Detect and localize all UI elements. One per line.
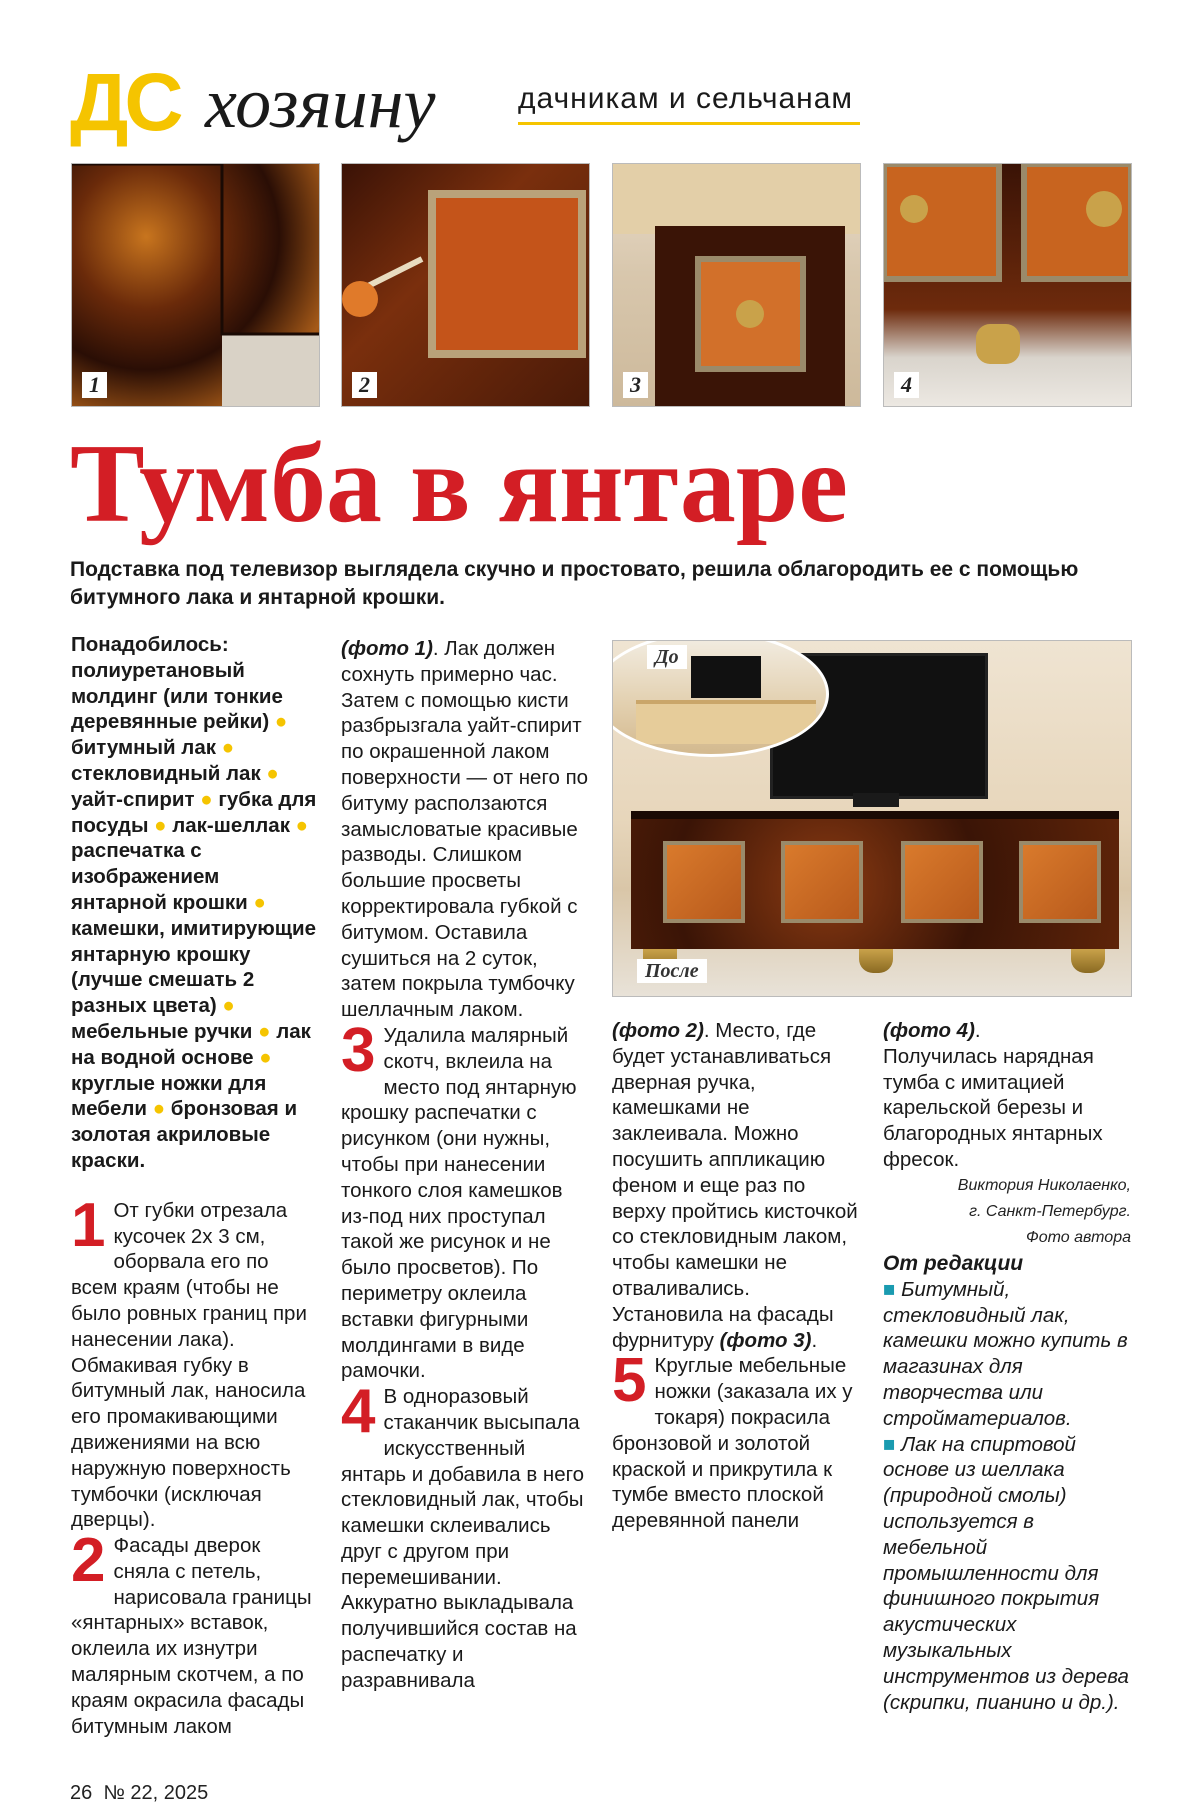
step-text: В одноразовый стаканчик высыпала искусственный янтарь и добавила в него стекловидный лак, чтобы камешки склеивались друг с другом при перемешивании. Аккуратно выкладывала получившийся состав на распечатку и разравнивала bbox=[341, 1385, 585, 1692]
photo-2-number: 2 bbox=[352, 372, 377, 398]
article-title: Тумба в янтаре bbox=[70, 422, 848, 546]
step-2-continued bbox=[341, 636, 589, 1023]
photo-3 bbox=[612, 163, 861, 407]
old-tv-image bbox=[691, 656, 761, 698]
page-number: 26 bbox=[70, 1782, 93, 1804]
material-item: камешки, имитирующие янтарную крошку (лучше смешать 2 разных цвета) bbox=[71, 916, 317, 1018]
photo-2 bbox=[341, 163, 590, 407]
cabinet-panel bbox=[901, 841, 983, 923]
step-text: От губки отрезала кусочек 2х 3 см, оборвала его по всем краям (чтобы не было ровных границ при нанесении лака). Обмакивая губку в битумный лак, наносила его промакивающими движениями на всю наружную поверхность тумбочки (исключая дверцы). bbox=[71, 1198, 307, 1532]
column-1 bbox=[71, 632, 319, 1739]
bullet-icon: ● bbox=[152, 1097, 166, 1121]
bullet-icon: ● bbox=[221, 736, 235, 760]
material-item: круглые ножки для мебели bbox=[71, 1071, 267, 1121]
step-text: . bbox=[974, 1019, 981, 1042]
bullet-icon: ● bbox=[222, 994, 235, 1018]
bullet-icon: ● bbox=[200, 787, 213, 811]
step-text: Удалила малярный скотч, вклеила на место под янтарную крошку распечатки с рисунком (они нужны, чтобы при нанесении тонкого слоя камешков из-под них проступал такой же рисунок и не было просветов). По периметру оклеила вставки фигурными молдингами в виде рамочки. bbox=[341, 1023, 577, 1383]
photo-ref: (фото 4) bbox=[883, 1019, 975, 1042]
material-item: распечатка с изображением янтарной крошки bbox=[71, 839, 248, 914]
step-5 bbox=[612, 1346, 860, 1534]
bullet-icon: ● bbox=[259, 1045, 272, 1069]
editorial-note-1 bbox=[883, 1277, 1131, 1432]
rubric-title: хозяину bbox=[205, 63, 436, 143]
step-4 bbox=[341, 1377, 589, 1694]
step-1 bbox=[71, 1190, 319, 1533]
label-after: После bbox=[637, 959, 707, 983]
tv-stand-image bbox=[853, 793, 899, 807]
bullet-icon: ● bbox=[266, 761, 279, 785]
cabinet-panel bbox=[663, 841, 745, 923]
cabinet-leg bbox=[859, 949, 893, 973]
signature-city: г. Санкт-Петербург. bbox=[969, 1202, 1131, 1220]
bullet-icon: ● bbox=[295, 813, 309, 837]
step-2 bbox=[71, 1526, 319, 1739]
step-text: Круглые мебельные ножки (заказала их у токаря) покрасила бронзовой и золотой краской и прикрутила к тумбе вместо плоской деревянной панели bbox=[612, 1354, 853, 1533]
step-4-continued bbox=[612, 1018, 860, 1353]
material-item: лак-шеллак bbox=[172, 813, 290, 837]
step-number: 4 bbox=[341, 1377, 376, 1447]
material-item: мебельные ручки bbox=[71, 1019, 253, 1043]
signature-author: Виктория Николаенко, bbox=[957, 1176, 1131, 1194]
photo-ref: (фото 1) bbox=[341, 637, 433, 660]
material-item: битумный лак bbox=[71, 736, 216, 760]
editorial-text: Лак на спиртовой основе из шеллака (природной смолы) используется в мебельной промышленности для финишного покрытия акустических музыкальных инструментов из дерева (скрипки, пианино и др.). bbox=[883, 1432, 1129, 1714]
rubric-underline bbox=[518, 122, 860, 125]
photo-3-image bbox=[613, 164, 860, 406]
photo-ref: (фото 3) bbox=[719, 1328, 812, 1352]
photo-2-image bbox=[342, 164, 589, 406]
page-footer bbox=[70, 1781, 208, 1805]
photo-1 bbox=[71, 163, 320, 407]
conclusion: Получилась нарядная тумба с имитацией карельской березы и благородных янтарных фресок. bbox=[883, 1044, 1103, 1171]
step-text: . Место, где будет устанавливаться дверная ручка, камешками не заклеивала. Можно посушить аппликацию феном и еще раз по верху пройтись кисточкой со стекловидным лаком, чтобы камешки не отваливались. Установила на фасады фурнитуру bbox=[612, 1019, 858, 1352]
magazine-logo: ДС bbox=[70, 57, 180, 148]
step-number: 5 bbox=[612, 1346, 647, 1416]
step-text: . bbox=[811, 1328, 818, 1352]
square-bullet-icon: ■ bbox=[883, 1432, 896, 1456]
material-item: лак на водной основе bbox=[71, 1019, 311, 1069]
step-number: 1 bbox=[71, 1190, 106, 1260]
rubric-subtitle: дачникам и сельчанам bbox=[518, 82, 854, 115]
step-number: 3 bbox=[341, 1015, 376, 1085]
article-lead: Подставка под телевизор выглядела скучно и простовато, решила облагородить ее с помощью битумного лака и янтарной крошки. bbox=[70, 558, 1079, 609]
column-2 bbox=[341, 636, 589, 1694]
issue-number: № 22, 2025 bbox=[103, 1782, 209, 1804]
before-inset-image bbox=[612, 640, 829, 757]
step-3 bbox=[341, 1015, 589, 1384]
photo-4 bbox=[883, 163, 1132, 407]
material-item: бронзовая и золотая акриловые краски. bbox=[71, 1097, 298, 1172]
step-text: Фасады дверок сняла с петель, нарисовала границы «янтарных» вставок, оклеила их изнутри малярным скотчем, а по краям окрасила фасады битумным лаком bbox=[71, 1534, 312, 1738]
editorial-head: От редакции bbox=[883, 1251, 1024, 1275]
bullet-icon: ● bbox=[258, 1019, 271, 1043]
cabinet-panel bbox=[1019, 841, 1101, 923]
material-item: уайт-спирит bbox=[71, 787, 195, 811]
step-text: . Лак должен сохнуть примерно час. Затем с помощью кисти разбрызгала уайт-спирит по окрашенной лаком поверхности — от него по битуму расползаются замысловатые красивые разводы. Слишком большие просветы корректировала губкой с битумом. Оставила сушиться на 2 суток, затем покрыла тумбочку шеллачным лаком. bbox=[341, 637, 589, 1022]
photo-1-image bbox=[72, 164, 319, 406]
old-cabinet-image bbox=[636, 700, 816, 744]
photo-credit: Фото автора bbox=[1025, 1228, 1131, 1246]
before-after-photo bbox=[612, 640, 1132, 997]
cabinet-leg bbox=[1071, 949, 1105, 973]
editorial-text: Битумный, стекловидный лак, камешки можно купить в магазинах для творчества или стройматериалов. bbox=[883, 1277, 1128, 1430]
materials-head: Понадобилось: полиуретановый молдинг (или тонкие деревянные рейки) bbox=[71, 633, 283, 734]
cabinet-panel bbox=[781, 841, 863, 923]
step-5-continued bbox=[883, 1018, 1131, 1044]
material-item: стекловидный лак bbox=[71, 761, 261, 785]
bullet-icon: ● bbox=[253, 890, 266, 914]
bullet-icon: ● bbox=[154, 813, 167, 837]
label-before: До bbox=[647, 645, 687, 669]
column-4 bbox=[883, 1018, 1131, 1715]
cabinet-image bbox=[631, 811, 1119, 949]
square-bullet-icon: ■ bbox=[883, 1277, 896, 1301]
photo-3-number: 3 bbox=[623, 372, 648, 398]
step-number: 2 bbox=[71, 1526, 106, 1596]
bullet-icon: ● bbox=[274, 710, 288, 734]
column-3 bbox=[612, 1018, 860, 1534]
material-item: губка для посуды bbox=[71, 787, 317, 837]
photo-4-image bbox=[884, 164, 1131, 406]
photo-4-number: 4 bbox=[894, 372, 919, 398]
materials-list bbox=[71, 632, 319, 1174]
photo-ref: (фото 2) bbox=[612, 1019, 704, 1042]
photo-1-number: 1 bbox=[82, 372, 107, 398]
editorial-note-2 bbox=[883, 1432, 1131, 1716]
